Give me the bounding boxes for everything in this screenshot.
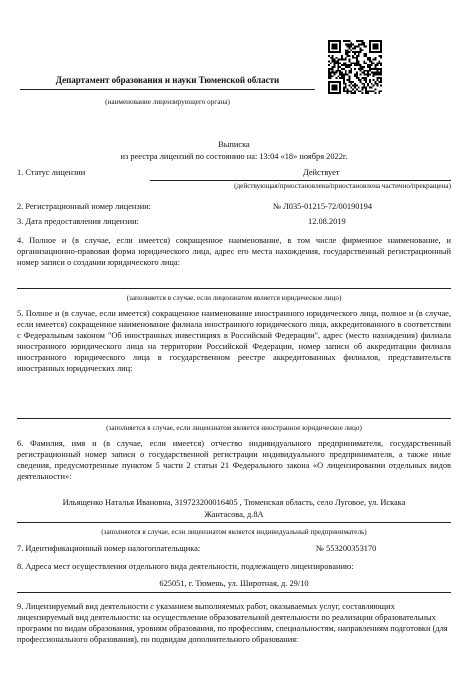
item6-text: 6. Фамилия, имя и (в случае, если имеется) отчество индивидуального предпринимателя, государственный регистрационный номер записи о государственной регистрации индивидуального предпринимателя, а также иные сведения, предусмотренные пунктом 5 части 2 статьи 21 Федерального закона «О лицензировании отдельных видов деятельности»: bbox=[17, 439, 451, 481]
item8-value: 625051, г. Тюмень, ул. Широтная, д. 29/10 bbox=[159, 579, 309, 588]
item6-value-line1: Ильященко Наталья Ивановна, 319723200016405 , Тюменская область, село Луговое, ул. Искака bbox=[62, 498, 406, 507]
registration-label: 2. Регистрационный номер лицензии: bbox=[17, 202, 152, 211]
authority-caption: (наименование лицензирующего органа) bbox=[105, 98, 230, 106]
issue-date-value: 12.08.2019 bbox=[308, 217, 346, 226]
item6-caption: (заполняется в случае, если лицензиатом является индивидуальный предприниматель) bbox=[101, 528, 367, 536]
item8-fill-line bbox=[17, 592, 451, 593]
item5-fill-line bbox=[17, 418, 451, 419]
extract-title: Выписка bbox=[218, 140, 250, 149]
item9-text: 9. Лицензируемый вид деятельности с указанием выполняемых работ, оказываемых услуг, составляющих лицензируемый вид деятельности: на осуществление образовательной деятельности по реализации образовательных программ по видам образования, уровням образования, по профессиям, специальностям, направлениям подготовки (для профессионального образования), по подвидам дополнительного образования: bbox=[17, 602, 448, 644]
status-caption: (действующая/приостановлена/приостановлена частично/прекращена) bbox=[234, 182, 451, 190]
item8-label: 8. Адреса мест осуществления отдельного вида деятельности, подлежащего лицензированию: bbox=[17, 562, 354, 571]
status-value: Действует bbox=[303, 168, 340, 177]
inn-value: № 553200353170 bbox=[316, 544, 377, 553]
item4-fill-line bbox=[17, 288, 451, 289]
authority-name: Департамент образования и науки Тюменской области bbox=[20, 75, 315, 90]
status-underline bbox=[150, 180, 451, 181]
registration-value: № Л035-01215-72/00190194 bbox=[273, 202, 373, 211]
extract-subtitle: из реестра лицензий по состоянию на: 13:04 «18» ноября 2022г. bbox=[120, 152, 348, 161]
item5-caption: (заполняется в случае, если лицензиатом является иностранное юридическое лицо) bbox=[106, 424, 362, 432]
item5-text: 5. Полное и (в случае, если имеется) сокращенное наименование иностранного юридического лица, полное и (в случае, если имеется) сокращенное наименование филиала иностранного юридического лица, аккредитованного в соответствии с Федеральным законом "Об иностранных инвестициях в Российской Федерации", адрес (место нахождения) филиала иностранного юридического лица на территории Российской Федерации, номер записи об аккредитации филиала иностранного юридического лица в государственном реестре аккредитованных филиалов, представительств иностранных юридических лиц: bbox=[17, 309, 451, 373]
status-label: 1. Статус лицензии bbox=[17, 168, 86, 177]
item6-value-line2: Жантасова, д.8А bbox=[204, 510, 264, 519]
inn-label: 7. Идентификационный номер налогоплательщика: bbox=[17, 544, 201, 553]
issue-date-label: 3. Дата предоставления лицензии: bbox=[17, 217, 139, 226]
item6-fill-line bbox=[17, 522, 451, 523]
item4-caption: (заполняется в случае, если лицензиатом является юридическое лицо) bbox=[126, 294, 342, 302]
item4-text: 4. Полное и (в случае, если имеется) сокращенное наименование, в том числе фирменное наименование, и организационно-правовая форма юридического лица, адрес его места нахождения, государственный регистрационный номер записи о создании юридического лица: bbox=[17, 236, 451, 267]
qr-code bbox=[328, 40, 382, 94]
